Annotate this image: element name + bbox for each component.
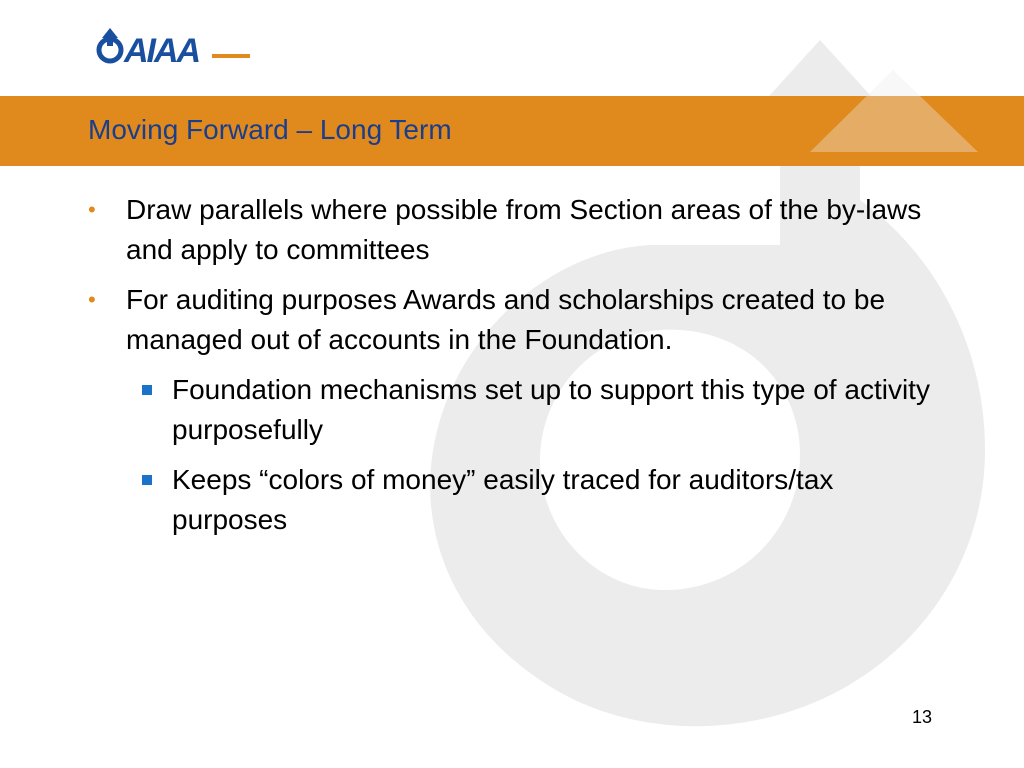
bullet-item: [86, 190, 936, 270]
bullet-item: [86, 280, 936, 360]
sub-bullet-item: [86, 460, 936, 540]
slide-content: [86, 190, 936, 550]
sub-bullet-item: [86, 370, 936, 450]
aiaa-logo-icon: [96, 24, 256, 68]
bullet-dot-icon: •: [88, 197, 96, 222]
slide-title: Moving Forward – Long Term: [88, 114, 452, 145]
sub-bullet-square-icon: [142, 385, 152, 395]
page-number: 13: [912, 707, 933, 727]
sub-bullet-text: Foundation mechanisms set up to support this type of activity purposefully: [172, 374, 930, 445]
sub-bullet-text: Keeps “colors of money” easily traced for auditors/tax purposes: [172, 464, 834, 535]
bullet-text: For auditing purposes Awards and scholarships created to be managed out of accounts in the Foundation.: [126, 284, 886, 355]
bullet-text: Draw parallels where possible from Section areas of the by-laws and apply to committees: [126, 194, 922, 265]
svg-text:AIAA: AIAA: [124, 32, 200, 68]
sub-bullet-square-icon: [142, 475, 152, 485]
bullet-dot-icon: •: [88, 287, 96, 312]
